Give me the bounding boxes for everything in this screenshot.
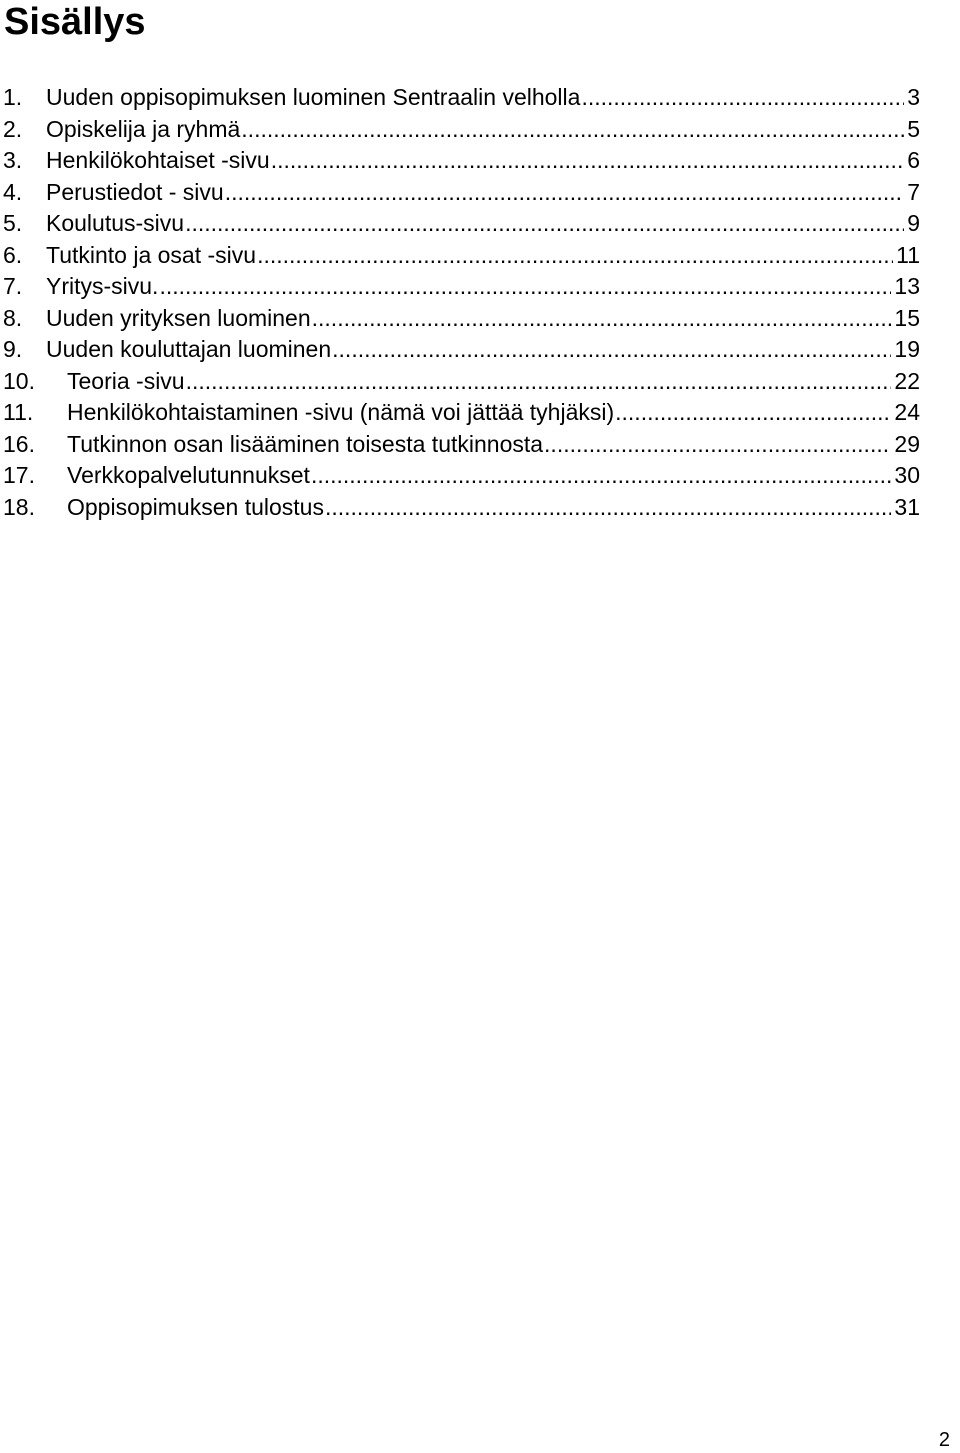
toc-dot-leader: [225, 178, 905, 206]
toc-entry-label: Verkkopalvelutunnukset: [67, 462, 310, 488]
page-number: 2: [938, 1429, 950, 1451]
toc-entry-number: 16.: [3, 430, 35, 457]
toc-entry-page: 29: [894, 430, 920, 457]
toc-entry-number: 7.: [3, 273, 23, 299]
page-title: Sisällys: [4, 1, 146, 43]
toc-entry-label: Koulutus-sivu: [46, 210, 185, 236]
toc-entry-label: Uuden kouluttajan luominen: [46, 336, 332, 362]
toc-dot-leader: [615, 398, 891, 426]
toc-entry-number: 1.: [3, 84, 23, 110]
toc-entry-label: Uuden oppisopimuksen luominen Sentraalin velholla: [46, 84, 581, 110]
toc-entry-number: 17.: [3, 462, 35, 488]
toc-entry-number: 10.: [3, 367, 35, 394]
toc-entry-number: 9.: [3, 336, 23, 362]
toc-entry[interactable]: [3, 398, 920, 430]
toc-entry-label: Henkilökohtaistaminen -sivu (nämä voi jättää tyhjäksi): [67, 399, 615, 425]
toc-dot-leader: [271, 146, 904, 174]
toc-entry-page: 22: [894, 367, 920, 394]
toc-entry-page: 11: [896, 241, 920, 268]
toc-entry-page: 9: [907, 210, 920, 236]
toc-dot-leader: [332, 335, 891, 363]
toc-entry-label: Tutkinto ja osat -sivu: [46, 241, 257, 268]
toc-entry-number: 3.: [3, 147, 23, 173]
toc-entry-page: 19: [894, 336, 920, 362]
toc-entry[interactable]: [3, 241, 920, 273]
toc-entry-page: 15: [894, 304, 920, 331]
toc-entry-number: 4.: [3, 178, 23, 205]
toc-entry-label: Teoria -sivu: [67, 367, 185, 394]
toc-dot-leader: [185, 209, 904, 237]
toc-entry-label: Yritys-sivu.: [46, 273, 159, 299]
toc-entry[interactable]: [3, 461, 920, 493]
toc-entry[interactable]: [3, 209, 920, 241]
toc-entry-label: Uuden yrityksen luominen: [46, 304, 311, 331]
toc-entry[interactable]: [3, 335, 920, 367]
toc-entry[interactable]: [3, 304, 920, 336]
toc-entry-page: 13: [894, 273, 920, 299]
toc-dot-leader: [581, 83, 904, 111]
toc-dot-leader: [311, 461, 891, 489]
toc-entry[interactable]: [3, 115, 920, 147]
toc-entry-page: 30: [894, 462, 920, 488]
toc-entry-page: 31: [894, 493, 920, 520]
toc-entry-number: 6.: [3, 241, 23, 268]
toc-dot-leader: [544, 430, 891, 458]
toc-entry-page: 5: [907, 115, 920, 142]
table-of-contents: [3, 83, 920, 524]
toc-entry-page: 24: [894, 399, 920, 425]
toc-dot-leader: [159, 272, 891, 300]
toc-entry[interactable]: [3, 178, 920, 210]
toc-entry-label: Perustiedot - sivu: [46, 178, 224, 205]
toc-dot-leader: [257, 241, 893, 269]
toc-entry-number: 2.: [3, 115, 23, 142]
toc-dot-leader: [312, 304, 892, 332]
toc-entry[interactable]: [3, 493, 920, 525]
toc-entry-page: 3: [907, 84, 920, 110]
toc-entry-number: 5.: [3, 210, 23, 236]
toc-dot-leader: [241, 115, 904, 143]
toc-entry-label: Opiskelija ja ryhmä: [46, 115, 241, 142]
toc-entry-number: 8.: [3, 304, 23, 331]
toc-entry[interactable]: [3, 367, 920, 399]
toc-entry-label: Oppisopimuksen tulostus: [67, 493, 324, 520]
toc-entry[interactable]: [3, 272, 920, 304]
toc-entry[interactable]: [3, 430, 920, 462]
toc-entry[interactable]: [3, 83, 920, 115]
toc-dot-leader: [186, 367, 892, 395]
toc-entry-page: 7: [907, 178, 920, 205]
toc-entry-number: 11.: [3, 399, 34, 425]
toc-entry-label: Tutkinnon osan lisääminen toisesta tutkinnosta: [67, 430, 544, 457]
toc-entry-number: 18.: [3, 493, 35, 520]
toc-dot-leader: [325, 493, 891, 521]
toc-entry-page: 6: [907, 147, 920, 173]
toc-entry-label: Henkilökohtaiset -sivu: [46, 147, 270, 173]
toc-entry[interactable]: [3, 146, 920, 178]
